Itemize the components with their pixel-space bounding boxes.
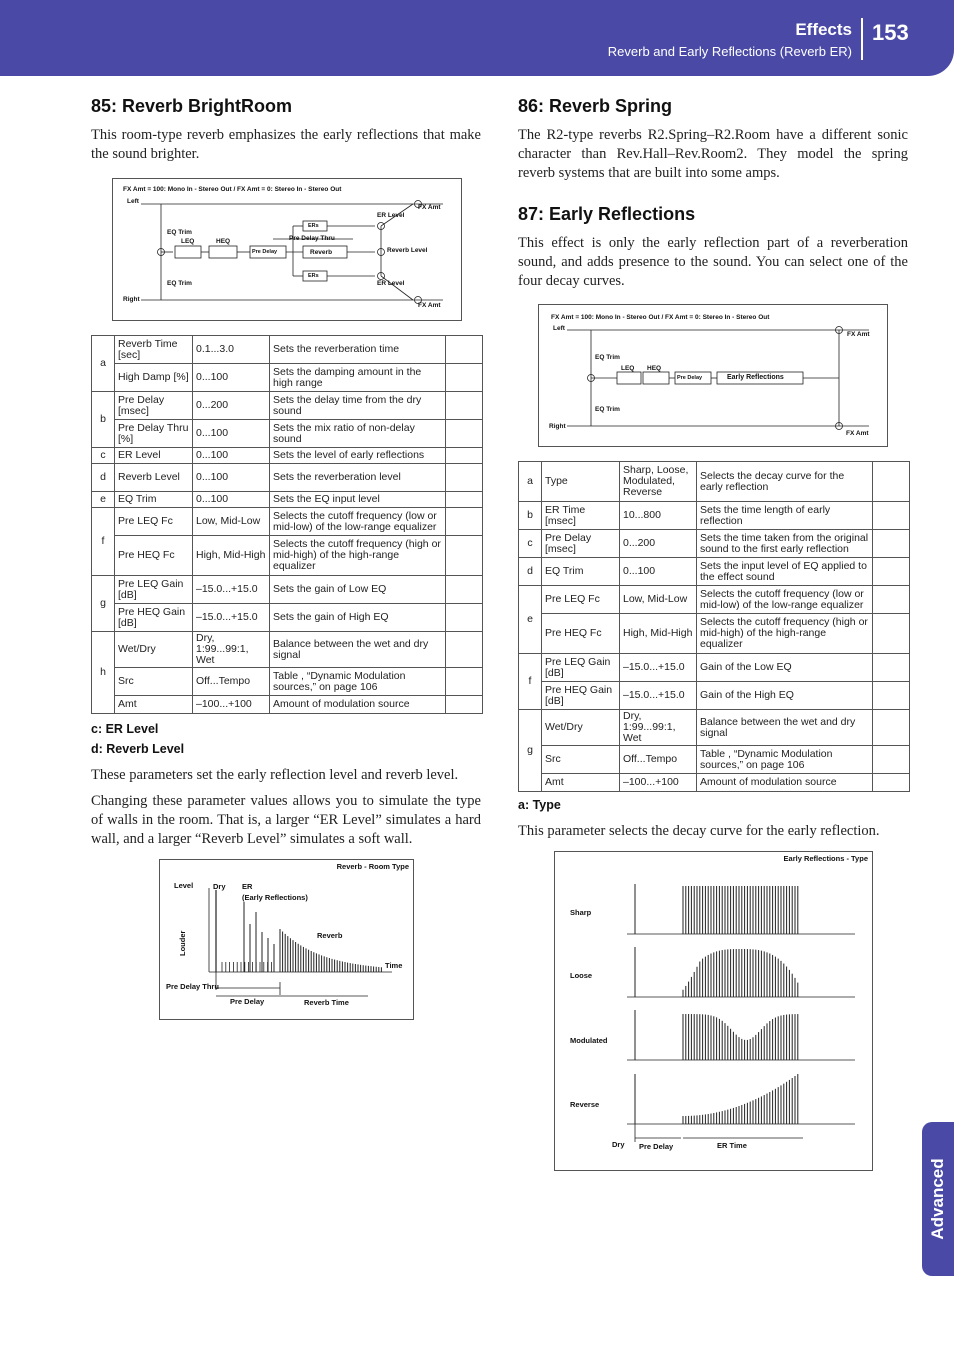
spring-text: The R2-type reverbs R2.Spring–R2.Room have a different sonic character than Rev.Hall–Rev.Room2. They model the spring reverb systems that are built into some amps.: [518, 127, 908, 181]
brightroom-table-param-desc: Sets the gain of High EQ: [270, 604, 446, 632]
early-table-param-name: Pre LEQ Fc: [542, 586, 620, 614]
brightroom-table-row: [92, 696, 483, 714]
brightroom-table-group-label: e: [92, 492, 115, 508]
brightroom-table-param-name: Src: [115, 668, 193, 696]
early-table-param-desc: Amount of modulation source: [697, 774, 873, 792]
brightroom-left-label: Left: [127, 198, 139, 205]
brightroom-table-param-name: High Damp [%]: [115, 364, 193, 392]
early-leq-label: LEQ: [621, 365, 635, 372]
brightroom-table-param-desc: Sets the level of early reflections: [270, 448, 446, 464]
early-table-group-label: b: [519, 502, 542, 530]
brightroom-predelaythru-label: Pre Delay Thru: [289, 235, 335, 242]
early-table-row: [519, 710, 910, 746]
early-table-param-range: –15.0...+15.0: [620, 682, 697, 710]
early-table-param-range: High, Mid-High: [620, 614, 697, 654]
room-type-bars: [160, 860, 413, 1019]
early-table-blank-cell: [873, 614, 910, 654]
brightroom-table-param-range: 0...100: [193, 464, 270, 492]
brightroom-table-blank-cell: [446, 668, 483, 696]
early-table-group-label: c: [519, 530, 542, 558]
early-fx-header: FX Amt = 100: Mono In - Stereo Out / FX Amt = 0: Stereo In - Stereo Out: [551, 314, 770, 321]
early-predelay-block: Pre Delay: [677, 375, 703, 381]
early-table-param-range: Off...Tempo: [620, 746, 697, 774]
brightroom-table-row: [92, 492, 483, 508]
brightroom-table-param-range: 0.1...3.0: [193, 336, 270, 364]
brightroom-table-group-label: d: [92, 464, 115, 492]
brightroom-table-blank-cell: [446, 604, 483, 632]
early-eqtrim-bottom: EQ Trim: [595, 406, 620, 413]
brightroom-table-param-desc: Table , “Dynamic Modulation sources,” on page 106: [270, 668, 446, 696]
room-dry-label: Dry: [213, 882, 226, 891]
brightroom-table-param-name: Pre Delay Thru [%]: [115, 420, 193, 448]
early-table-param-desc: Sets the input level of EQ applied to the effect sound: [697, 558, 873, 586]
room-time-label: Time: [385, 961, 403, 970]
brightroom-table-param-range: 0...100: [193, 492, 270, 508]
brightroom-table-param-range: –100...+100: [193, 696, 270, 714]
brightroom-ers-bottom: ERs: [308, 273, 319, 279]
early-table-param-name: Pre LEQ Gain [dB]: [542, 654, 620, 682]
brightroom-table-param-desc: Sets the damping amount in the high range: [270, 364, 446, 392]
early-table-param-name: Wet/Dry: [542, 710, 620, 746]
brightroom-table-param-desc: Sets the gain of Low EQ: [270, 576, 446, 604]
early-table-blank-cell: [873, 462, 910, 502]
brightroom-table-blank-cell: [446, 536, 483, 576]
early-table-row: [519, 774, 910, 792]
brightroom-table-param-desc: Sets the delay time from the dry sound: [270, 392, 446, 420]
early-table-row: [519, 614, 910, 654]
early-table-blank-cell: [873, 558, 910, 586]
brightroom-right-label: Right: [123, 296, 140, 303]
brightroom-table-row: [92, 336, 483, 364]
type-dry-label: Dry: [612, 1140, 625, 1149]
early-eqtrim-top: EQ Trim: [595, 354, 620, 361]
early-table-group-label: g: [519, 710, 542, 792]
early-diagram-lines: [539, 305, 887, 446]
brightroom-table-blank-cell: [446, 508, 483, 536]
early-table-blank-cell: [873, 530, 910, 558]
brightroom-table-param-range: Dry, 1:99...99:1, Wet: [193, 632, 270, 668]
early-intro: This effect is only the early reflection part of a reverberation sound, and adds presence to the sound. You can select one of the four decay curves.: [518, 235, 908, 289]
early-table-param-range: –100...+100: [620, 774, 697, 792]
brightroom-table-blank-cell: [446, 392, 483, 420]
brightroom-table-blank-cell: [446, 492, 483, 508]
early-table-param-range: –15.0...+15.0: [620, 654, 697, 682]
brightroom-table-row: [92, 364, 483, 392]
early-table-param-desc: Selects the decay curve for the early reflection: [697, 462, 873, 502]
brightroom-table-param-range: High, Mid-High: [193, 536, 270, 576]
brightroom-erlevel-bottom: ER Level: [377, 280, 405, 287]
heading-spring: 86: Reverb Spring: [518, 96, 673, 116]
early-table-param-desc: Selects the cutoff frequency (high or mid-high) of the high-range equalizer: [697, 614, 873, 654]
brightroom-table-param-name: Pre LEQ Fc: [115, 508, 193, 536]
early-table-param-desc: Balance between the wet and dry signal: [697, 710, 873, 746]
brightroom-table-row: [92, 536, 483, 576]
brightroom-table-param-desc: Balance between the wet and dry signal: [270, 632, 446, 668]
brightroom-table-param-range: 0...100: [193, 420, 270, 448]
early-table-row: [519, 502, 910, 530]
early-table-param-range: Low, Mid-Low: [620, 586, 697, 614]
brightroom-table-param-desc: Sets the reverberation time: [270, 336, 446, 364]
brightroom-table-param-desc: Sets the mix ratio of non-delay sound: [270, 420, 446, 448]
brightroom-table-param-name: Pre HEQ Fc: [115, 536, 193, 576]
brightroom-predelay-block: Pre Delay: [252, 249, 278, 255]
brightroom-table-param-name: Pre HEQ Gain [dB]: [115, 604, 193, 632]
early-table-row: [519, 682, 910, 710]
brightroom-table-param-range: Off...Tempo: [193, 668, 270, 696]
early-left-label: Left: [553, 325, 565, 332]
level-paragraph-2: Changing these parameter values allows you to simulate the type of walls in the room. That is, a larger “ER Level” simulates a hard wall, and a larger “Reverb Level” simulates a soft wall.: [91, 793, 481, 847]
brightroom-table-param-desc: Selects the cutoff frequency (low or mid-low) of the low-range equalizer: [270, 508, 446, 536]
early-fxamt-bottom: FX Amt: [846, 430, 869, 437]
brightroom-table-row: [92, 464, 483, 492]
early-table-row: [519, 746, 910, 774]
brightroom-ers-top: ERs: [308, 223, 319, 229]
early-er-block: Early Reflections: [727, 374, 784, 381]
brightroom-table-param-desc: Sets the EQ input level: [270, 492, 446, 508]
brightroom-table-group-label: c: [92, 448, 115, 464]
er-type-bars: [555, 852, 872, 1170]
brightroom-fxamt-bottom: FX Amt: [418, 302, 441, 309]
brightroom-table-param-desc: Amount of modulation source: [270, 696, 446, 714]
page-header: [0, 0, 954, 76]
room-diagram-title: Reverb - Room Type: [336, 862, 409, 871]
brightroom-table-blank-cell: [446, 420, 483, 448]
brightroom-table-blank-cell: [446, 448, 483, 464]
early-table-param-range: 0...200: [620, 530, 697, 558]
brightroom-table-param-name: EQ Trim: [115, 492, 193, 508]
brightroom-table-blank-cell: [446, 336, 483, 364]
type-diagram-title: Early Reflections - Type: [783, 854, 868, 863]
header-section: Effects: [795, 20, 852, 39]
brightroom-table-group-label: f: [92, 508, 115, 576]
early-parameter-table: [518, 461, 910, 792]
early-table-blank-cell: [873, 746, 910, 774]
type-predelay-label: Pre Delay: [639, 1142, 674, 1151]
brightroom-table-blank-cell: [446, 696, 483, 714]
brightroom-table-group-label: g: [92, 576, 115, 632]
brightroom-table-blank-cell: [446, 576, 483, 604]
side-tab-advanced[interactable]: [922, 1122, 954, 1276]
brightroom-table-row: [92, 604, 483, 632]
header-subtitle: Reverb and Early Reflections (Reverb ER): [607, 44, 852, 59]
early-table-param-range: 10...800: [620, 502, 697, 530]
early-table-blank-cell: [873, 682, 910, 710]
early-heq-label: HEQ: [647, 365, 662, 372]
brightroom-parameter-table: [91, 335, 483, 714]
brightroom-table-blank-cell: [446, 364, 483, 392]
brightroom-table-row: [92, 420, 483, 448]
level-paragraph-1: These parameters set the early reflection level and reverb level.: [91, 767, 459, 783]
early-table-row: [519, 462, 910, 502]
brightroom-table-row: [92, 668, 483, 696]
early-table-param-name: EQ Trim: [542, 558, 620, 586]
page-number: 153: [872, 20, 909, 45]
heading-type: a: Type: [518, 798, 561, 812]
brightroom-table-blank-cell: [446, 632, 483, 668]
brightroom-block-diagram: [112, 178, 462, 321]
heading-brightroom: 85: Reverb BrightRoom: [91, 96, 293, 116]
brightroom-table-param-name: Reverb Time [sec]: [115, 336, 193, 364]
brightroom-table-group-label: h: [92, 632, 115, 714]
header-divider: [861, 18, 863, 60]
brightroom-intro: This room-type reverb emphasizes the early reflections that make the sound brighter.: [91, 127, 481, 162]
brightroom-table-param-name: Pre Delay [msec]: [115, 392, 193, 420]
brightroom-table-param-name: Reverb Level: [115, 464, 193, 492]
early-table-param-desc: Sets the time taken from the original sound to the first early reflection: [697, 530, 873, 558]
brightroom-eqtrim-top: EQ Trim: [167, 229, 192, 236]
side-tab-label: Advanced: [928, 1158, 947, 1240]
early-table-param-desc: Sets the time length of early reflection: [697, 502, 873, 530]
brightroom-table-param-range: 0...100: [193, 448, 270, 464]
early-table-param-desc: Selects the cutoff frequency (low or mid-low) of the low-range equalizer: [697, 586, 873, 614]
brightroom-table-group-label: a: [92, 336, 115, 392]
room-er-sub-label: (Early Reflections): [242, 893, 308, 902]
early-table-blank-cell: [873, 502, 910, 530]
early-table-param-desc: Gain of the High EQ: [697, 682, 873, 710]
type-paragraph: This parameter selects the decay curve for the early reflection.: [518, 823, 880, 839]
room-predelaythru-label: Pre Delay Thru: [166, 982, 219, 991]
early-table-param-name: Src: [542, 746, 620, 774]
brightroom-table-param-name: ER Level: [115, 448, 193, 464]
brightroom-erlevel-top: ER Level: [377, 212, 405, 219]
type-sharp-label: Sharp: [570, 908, 592, 917]
early-table-param-name: ER Time [msec]: [542, 502, 620, 530]
room-reverbtime-label: Reverb Time: [304, 998, 349, 1007]
brightroom-table-param-range: 0...100: [193, 364, 270, 392]
early-table-row: [519, 530, 910, 558]
room-type-diagram: [159, 859, 414, 1020]
brightroom-leq-label: LEQ: [181, 238, 195, 245]
brightroom-table-param-desc: Sets the reverberation level: [270, 464, 446, 492]
heading-early-reflections: 87: Early Reflections: [518, 204, 696, 224]
brightroom-table-row: [92, 508, 483, 536]
brightroom-table-row: [92, 448, 483, 464]
early-table-blank-cell: [873, 654, 910, 682]
early-table-group-label: e: [519, 586, 542, 654]
brightroom-table-row: [92, 632, 483, 668]
early-table-group-label: d: [519, 558, 542, 586]
room-level-label: Level: [174, 881, 194, 890]
early-table-param-range: 0...100: [620, 558, 697, 586]
brightroom-eqtrim-bottom: EQ Trim: [167, 280, 192, 287]
room-louder-label: Louder: [178, 930, 187, 956]
brightroom-table-blank-cell: [446, 464, 483, 492]
early-table-row: [519, 558, 910, 586]
early-table-param-name: Pre Delay [msec]: [542, 530, 620, 558]
early-table-param-name: Pre HEQ Gain [dB]: [542, 682, 620, 710]
early-right-label: Right: [549, 423, 566, 430]
room-reverb-label: Reverb: [317, 931, 343, 940]
brightroom-fxamt-top: FX Amt: [418, 204, 441, 211]
early-block-diagram: [538, 304, 888, 447]
early-table-blank-cell: [873, 710, 910, 746]
brightroom-table-param-range: –15.0...+15.0: [193, 604, 270, 632]
early-fxamt-top: FX Amt: [847, 331, 870, 338]
early-table-param-name: Amt: [542, 774, 620, 792]
early-table-blank-cell: [873, 774, 910, 792]
brightroom-table-group-label: b: [92, 392, 115, 448]
room-predelay-label: Pre Delay: [230, 997, 265, 1006]
early-table-blank-cell: [873, 586, 910, 614]
brightroom-table-param-range: 0...200: [193, 392, 270, 420]
heading-er-level: c: ER Level: [91, 722, 159, 736]
type-loose-label: Loose: [570, 971, 593, 980]
early-table-row: [519, 654, 910, 682]
early-table-param-name: Pre HEQ Fc: [542, 614, 620, 654]
type-reverse-label: Reverse: [570, 1100, 600, 1109]
early-table-param-range: Sharp, Loose, Modulated, Reverse: [620, 462, 697, 502]
early-table-param-range: Dry, 1:99...99:1, Wet: [620, 710, 697, 746]
er-type-diagram: [554, 851, 873, 1171]
early-table-param-name: Type: [542, 462, 620, 502]
type-ertime-label: ER Time: [717, 1141, 747, 1150]
early-table-param-desc: Gain of the Low EQ: [697, 654, 873, 682]
early-table-group-label: f: [519, 654, 542, 710]
brightroom-table-param-name: Pre LEQ Gain [dB]: [115, 576, 193, 604]
brightroom-table-row: [92, 392, 483, 420]
brightroom-fx-header: FX Amt = 100: Mono In - Stereo Out / FX Amt = 0: Stereo In - Stereo Out: [123, 186, 342, 193]
brightroom-table-row: [92, 576, 483, 604]
brightroom-table-param-desc: Selects the cutoff frequency (high or mid-high) of the high-range equalizer: [270, 536, 446, 576]
early-table-row: [519, 586, 910, 614]
brightroom-table-param-name: Amt: [115, 696, 193, 714]
brightroom-table-param-range: –15.0...+15.0: [193, 576, 270, 604]
brightroom-table-param-range: Low, Mid-Low: [193, 508, 270, 536]
room-er-label: ER: [242, 882, 253, 891]
brightroom-reverblevel-label: Reverb Level: [387, 247, 428, 254]
brightroom-reverb-block: Reverb: [310, 249, 333, 256]
type-modulated-label: Modulated: [570, 1036, 608, 1045]
brightroom-heq-label: HEQ: [216, 238, 231, 245]
early-table-param-desc: Table , “Dynamic Modulation sources,” on page 106: [697, 746, 873, 774]
brightroom-table-param-name: Wet/Dry: [115, 632, 193, 668]
early-table-group-label: a: [519, 462, 542, 502]
heading-reverb-level: d: Reverb Level: [91, 742, 185, 756]
